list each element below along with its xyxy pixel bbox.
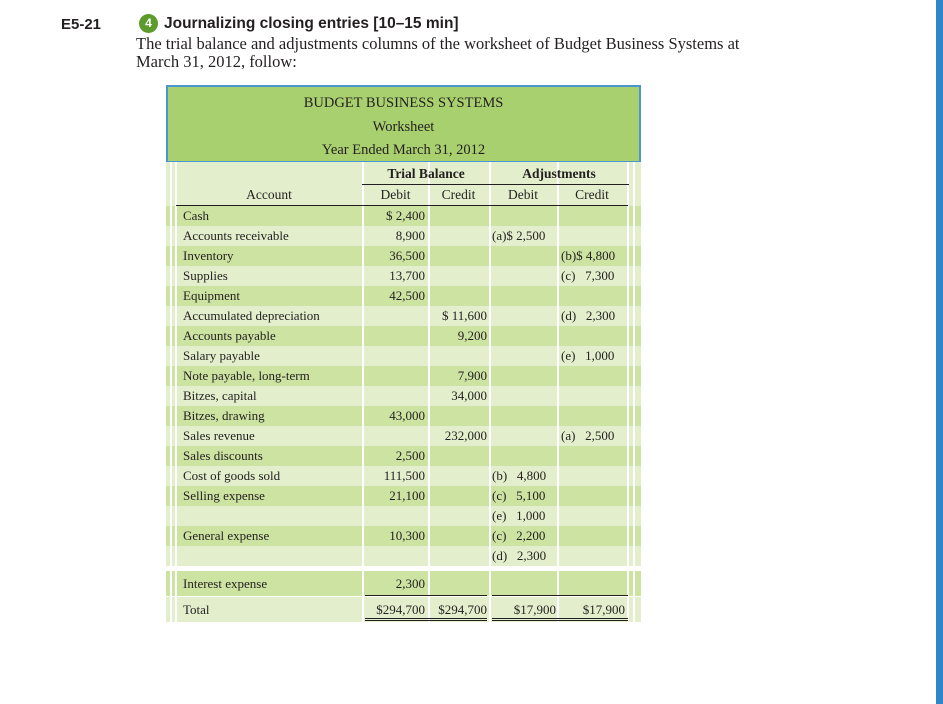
account-name: Selling expense [183, 488, 265, 503]
tb-credit-header: Credit [441, 187, 476, 202]
header-bottom-rule [176, 205, 628, 206]
learning-objective-badge: 4 [139, 14, 158, 33]
total-double-rule [365, 618, 487, 619]
account-name: Supplies [183, 268, 228, 283]
account-name: Note payable, long-term [183, 368, 310, 383]
tb-debit-cell: 42,500 [389, 288, 425, 303]
adj-debit-cell: (e) 1,000 [492, 508, 546, 523]
adj-credit-cell: (a) 2,500 [561, 428, 615, 443]
trial-balance-rule [362, 184, 490, 185]
adj-debit-cell: (b) 4,800 [492, 468, 547, 483]
worksheet-name: Worksheet [372, 119, 435, 135]
tb-debit-cell: 43,000 [389, 408, 425, 423]
grid-line [489, 162, 491, 622]
grid-line [633, 162, 635, 622]
tb-credit-cell: $ 11,600 [441, 308, 487, 323]
adjustments-header: Adjustments [522, 166, 596, 181]
adj-debit-cell: (c) 5,100 [492, 488, 546, 503]
tb-debit-cell: 2,500 [395, 448, 425, 463]
account-name: Equipment [183, 288, 241, 303]
tb-credit-cell: 9,200 [457, 328, 487, 343]
adj-credit-cell: $17,900 [582, 602, 625, 617]
adj-debit-header: Debit [508, 187, 538, 202]
account-name: Total [183, 602, 210, 617]
account-name: General expense [183, 528, 270, 543]
account-name: Cost of goods sold [183, 468, 281, 483]
adj-debit-cell: (a)$ 2,500 [492, 228, 546, 243]
tb-debit-header: Debit [380, 187, 411, 202]
account-name: Accounts receivable [183, 228, 289, 243]
worksheet-header [166, 85, 641, 163]
subtotal-rule [365, 595, 487, 596]
adj-credit-header: Credit [575, 187, 609, 202]
trial-balance-header: Trial Balance [387, 166, 465, 181]
grid-line [627, 162, 629, 622]
tb-debit-cell: $294,700 [376, 602, 425, 617]
tb-credit-cell: $294,700 [438, 602, 487, 617]
account-name: Salary payable [183, 348, 260, 363]
account-name: Accounts payable [183, 328, 276, 343]
account-name: Bitzes, drawing [183, 408, 265, 423]
worksheet-table [166, 162, 641, 622]
row-band [166, 506, 641, 526]
account-name: Inventory [183, 248, 234, 263]
account-column-header: Account [246, 187, 292, 202]
account-name: Cash [183, 208, 209, 223]
tb-credit-cell: 34,000 [451, 388, 487, 403]
grid-line [170, 162, 172, 622]
total-double-rule [492, 618, 628, 619]
account-name: Sales revenue [183, 428, 255, 443]
right-edge-bar [936, 0, 943, 704]
tb-debit-cell: 10,300 [389, 528, 425, 543]
total-double-rule [492, 620, 628, 621]
tb-debit-cell: $ 2,400 [386, 208, 425, 223]
exercise-title: Journalizing closing entries [10–15 min] [164, 15, 459, 32]
adj-credit-cell: (b)$ 4,800 [561, 248, 616, 263]
total-double-rule [365, 620, 487, 621]
subtotal-rule [492, 595, 628, 596]
tb-debit-cell: 21,100 [389, 488, 425, 503]
adj-credit-cell: (d) 2,300 [561, 308, 616, 323]
adj-debit-cell: (c) 2,200 [492, 528, 546, 543]
exercise-number: E5-21 [61, 16, 102, 33]
tb-debit-cell: 13,700 [389, 268, 425, 283]
adj-credit-cell: (e) 1,000 [561, 348, 615, 363]
adj-debit-cell: (d) 2,300 [492, 548, 547, 563]
grid-line [175, 162, 177, 622]
grid-line [428, 162, 430, 622]
grid-line [557, 162, 559, 622]
tb-credit-cell: 232,000 [444, 428, 487, 443]
tb-debit-cell: 111,500 [383, 468, 425, 483]
worksheet-period: Year Ended March 31, 2012 [321, 142, 486, 158]
account-name: Accumulated depreciation [183, 308, 320, 323]
tb-debit-cell: 36,500 [389, 248, 425, 263]
tb-credit-cell: 7,900 [457, 368, 487, 383]
adjustments-rule [489, 184, 629, 185]
exercise-intro: The trial balance and adjustments columns of the worksheet of Budget Business Systems at March 31, 2012, follow: [136, 34, 740, 71]
account-name: Sales discounts [183, 448, 263, 463]
account-name: Bitzes, capital [183, 388, 257, 403]
account-name: Interest expense [183, 576, 268, 591]
tb-debit-cell: 8,900 [395, 228, 425, 243]
adj-debit-cell: $17,900 [513, 602, 556, 617]
tb-debit-cell: 2,300 [395, 576, 425, 591]
adj-credit-cell: (c) 7,300 [561, 268, 615, 283]
company-name: BUDGET BUSINESS SYSTEMS [303, 95, 504, 111]
row-band [166, 546, 641, 566]
